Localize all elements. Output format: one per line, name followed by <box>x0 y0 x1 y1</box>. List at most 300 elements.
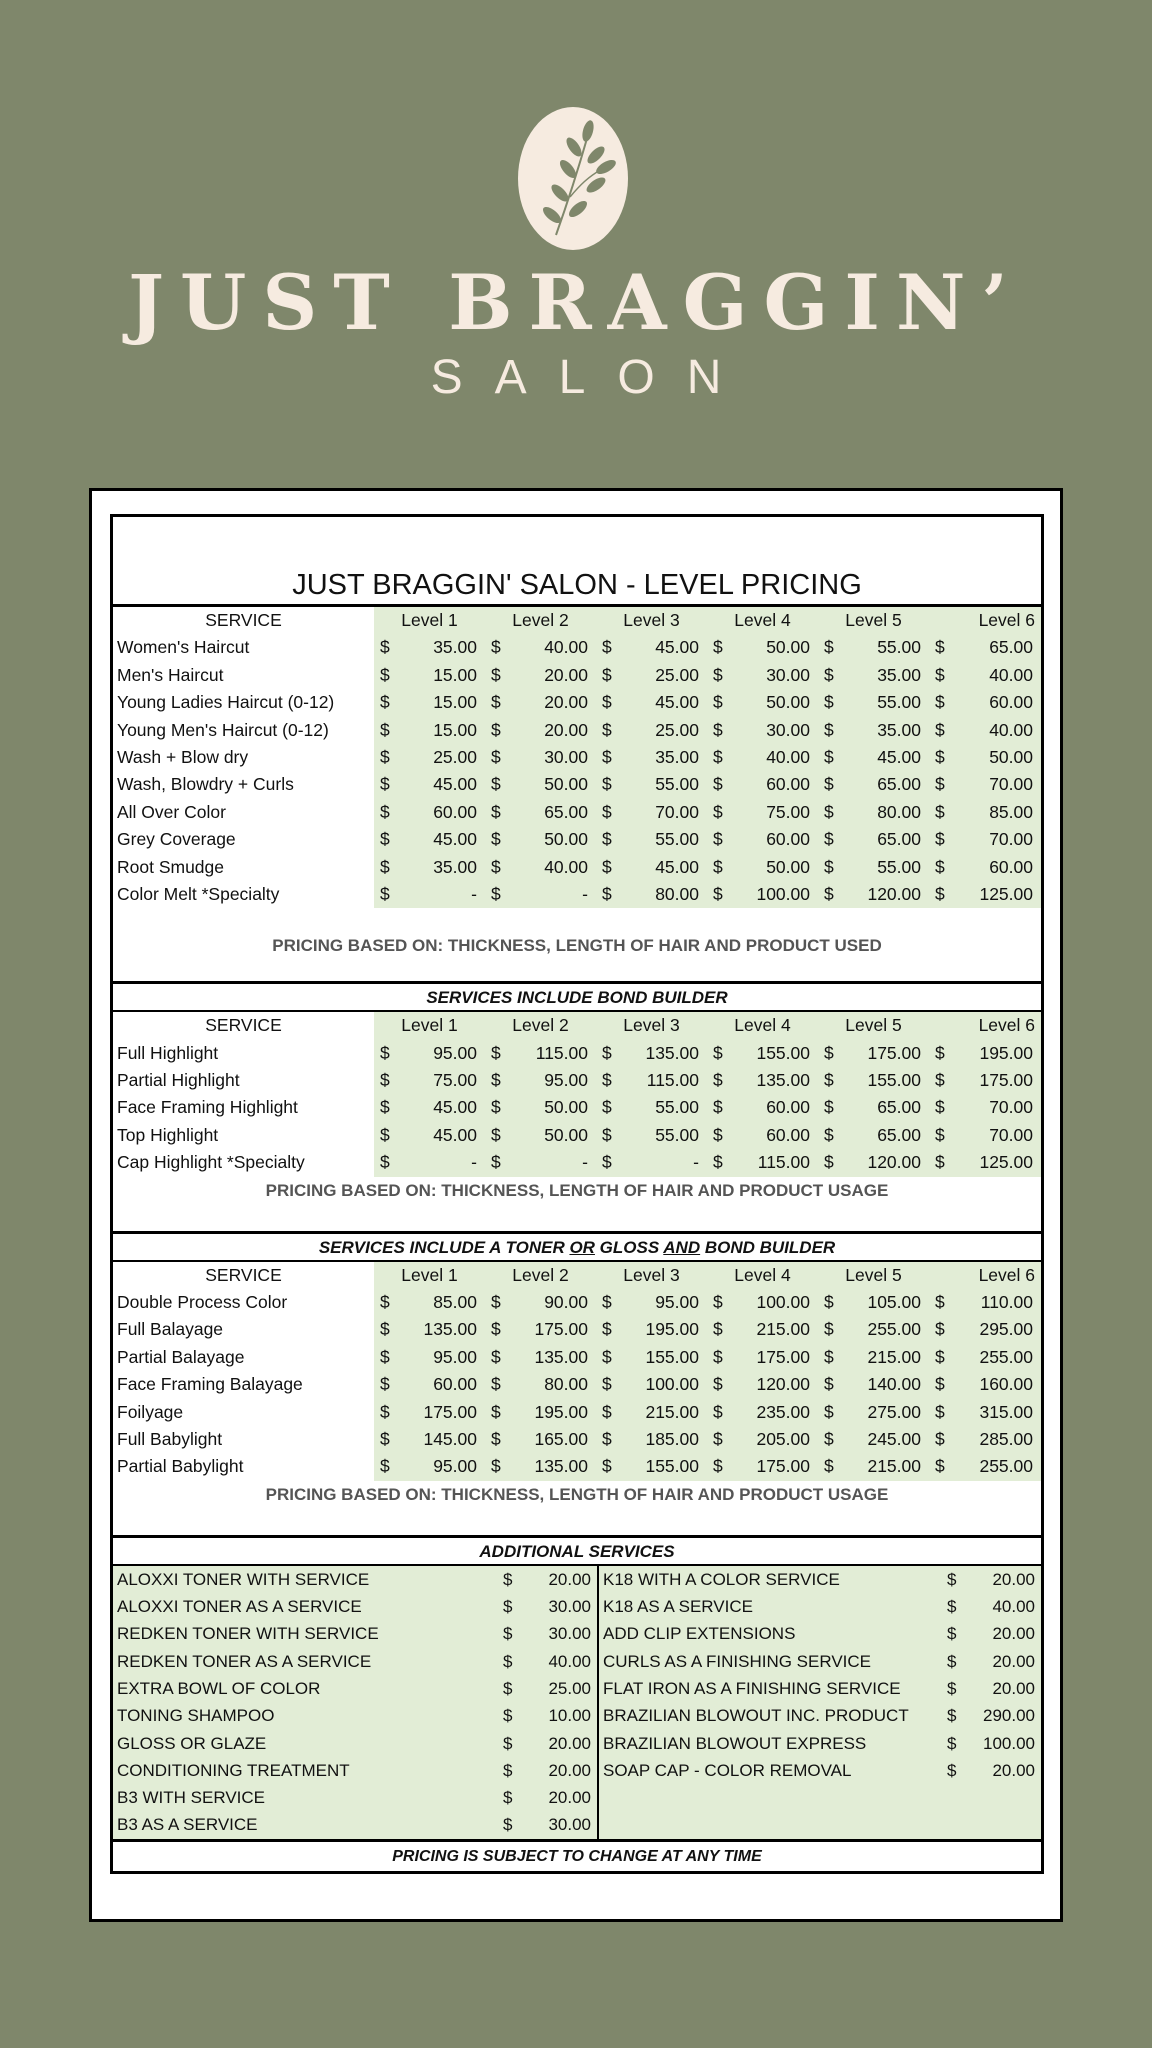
price-cells <box>374 854 1041 881</box>
price-cells <box>374 1344 1041 1371</box>
price-value: 155.00 <box>645 1456 699 1477</box>
price-value: 50.00 <box>544 1097 588 1118</box>
currency-symbol: $ <box>824 1292 834 1313</box>
price-cell <box>929 771 1041 798</box>
price-cell <box>596 1344 707 1371</box>
level-header <box>596 1012 707 1039</box>
price-value: 70.00 <box>655 801 699 822</box>
price-cell <box>818 717 929 744</box>
price-value: 60.00 <box>766 829 810 850</box>
currency-symbol: $ <box>713 1152 723 1173</box>
price-cell <box>485 1426 596 1453</box>
currency-symbol: $ <box>503 1733 513 1753</box>
price-cells <box>374 1316 1041 1343</box>
price-cell <box>374 717 485 744</box>
currency-symbol: $ <box>824 774 834 795</box>
level-label: Level 3 <box>623 1264 680 1285</box>
color-header-part: GLOSS <box>594 1237 664 1257</box>
currency-symbol: $ <box>602 1097 612 1118</box>
service-name: Partial Babylight <box>117 1456 244 1477</box>
currency-symbol: $ <box>947 1651 957 1671</box>
price-value: 155.00 <box>645 1346 699 1367</box>
price-value: 65.00 <box>877 774 921 795</box>
additional-service-name: TONING SHAMPOO <box>117 1706 275 1726</box>
price-cells <box>374 1399 1041 1426</box>
price-cell <box>485 1122 596 1149</box>
currency-symbol: $ <box>935 829 945 850</box>
price-value: 175.00 <box>979 1070 1033 1091</box>
table-row <box>113 1344 1041 1371</box>
price-cell <box>818 1040 929 1067</box>
price-value: 65.00 <box>877 1097 921 1118</box>
additional-service-price: 20.00 <box>548 1569 591 1589</box>
price-value: 45.00 <box>433 1124 477 1145</box>
brand-name: JUST BRAGGIN’ <box>128 258 1024 347</box>
table-row <box>113 689 1041 716</box>
color-section <box>113 1262 1041 1481</box>
service-name: Foilyage <box>117 1401 184 1422</box>
price-cell <box>929 1399 1041 1426</box>
level-header <box>818 607 929 634</box>
additional-service-price: 20.00 <box>548 1760 591 1780</box>
price-cell <box>929 662 1041 689</box>
currency-symbol: $ <box>491 1292 501 1313</box>
price-cell <box>818 826 929 853</box>
currency-symbol: $ <box>713 883 723 904</box>
price-value: 50.00 <box>544 829 588 850</box>
price-value: 205.00 <box>756 1428 810 1449</box>
service-name: Partial Balayage <box>117 1346 245 1367</box>
currency-symbol: $ <box>380 719 390 740</box>
price-cell <box>596 1122 707 1149</box>
price-cell <box>374 1316 485 1343</box>
level-label: Level 2 <box>512 610 569 630</box>
price-cell <box>818 1094 929 1121</box>
price-value: 215.00 <box>645 1401 699 1422</box>
currency-symbol: $ <box>713 719 723 740</box>
currency-symbol: $ <box>380 1042 390 1063</box>
level-label: Level 4 <box>734 610 791 630</box>
price-cell <box>596 717 707 744</box>
currency-symbol: $ <box>602 829 612 850</box>
price-value: 195.00 <box>645 1319 699 1340</box>
additional-service-row <box>113 1593 597 1620</box>
level-label: Level 2 <box>512 1264 569 1285</box>
price-value: 60.00 <box>433 801 477 822</box>
price-cell <box>374 634 485 661</box>
currency-symbol: $ <box>713 1346 723 1367</box>
service-name: Face Framing Highlight <box>117 1097 298 1118</box>
price-cells <box>374 1426 1041 1453</box>
table-row <box>113 634 1041 661</box>
price-value: 100.00 <box>756 1292 810 1313</box>
service-name: Young Men's Haircut (0-12) <box>117 719 329 740</box>
price-value: 50.00 <box>989 746 1033 767</box>
price-cell <box>485 881 596 908</box>
price-cell <box>818 689 929 716</box>
service-name: Top Highlight <box>117 1124 219 1145</box>
additional-service-price: 290.00 <box>983 1706 1035 1726</box>
currency-symbol: $ <box>491 1374 501 1395</box>
price-cell <box>485 1371 596 1398</box>
level-label: Level 6 <box>978 610 1035 630</box>
currency-symbol: $ <box>380 774 390 795</box>
currency-symbol: $ <box>380 1319 390 1340</box>
price-cell <box>596 1040 707 1067</box>
color-header-part: SERVICES INCLUDE A TONER <box>318 1237 570 1257</box>
additional-service-price: 40.00 <box>992 1597 1035 1617</box>
table-header-row <box>113 1012 1041 1039</box>
price-cells <box>374 1149 1041 1176</box>
price-cell <box>485 634 596 661</box>
currency-symbol: $ <box>824 829 834 850</box>
price-value: 45.00 <box>433 1097 477 1118</box>
currency-symbol: $ <box>380 1070 390 1091</box>
price-value: 50.00 <box>544 774 588 795</box>
additional-services <box>113 1566 1041 1842</box>
additional-service-name: ADD CLIP EXTENSIONS <box>603 1624 796 1644</box>
price-cell <box>818 1316 929 1343</box>
table-row <box>113 744 1041 771</box>
price-cell <box>707 1399 818 1426</box>
table-row <box>113 1371 1041 1398</box>
currency-symbol: $ <box>935 883 945 904</box>
price-value: 165.00 <box>534 1428 588 1449</box>
price-cell <box>596 1149 707 1176</box>
price-cell <box>929 1040 1041 1067</box>
price-value: 55.00 <box>877 692 921 713</box>
currency-symbol: $ <box>380 801 390 822</box>
price-table <box>110 514 1044 1874</box>
additional-service-price: 10.00 <box>548 1706 591 1726</box>
price-cell <box>374 689 485 716</box>
price-value: 60.00 <box>989 692 1033 713</box>
price-cell <box>929 1453 1041 1480</box>
price-value: 40.00 <box>544 856 588 877</box>
price-cell <box>596 1453 707 1480</box>
price-cell <box>374 1371 485 1398</box>
currency-symbol: $ <box>824 1319 834 1340</box>
price-value: 110.00 <box>980 1292 1033 1313</box>
price-cell <box>485 854 596 881</box>
additional-service-price: 30.00 <box>548 1815 591 1835</box>
currency-symbol: $ <box>947 1597 957 1617</box>
price-cell <box>818 634 929 661</box>
additional-service-name: SOAP CAP - COLOR REMOVAL <box>603 1760 852 1780</box>
footer-note: PRICING IS SUBJECT TO CHANGE AT ANY TIME <box>392 1847 762 1865</box>
currency-symbol: $ <box>491 1124 501 1145</box>
table-row <box>113 662 1041 689</box>
currency-symbol: $ <box>935 774 945 795</box>
currency-symbol: $ <box>491 1401 501 1422</box>
price-value: 65.00 <box>989 637 1033 658</box>
price-value: 45.00 <box>433 829 477 850</box>
price-value: 120.00 <box>867 883 921 904</box>
level-label: Level 5 <box>845 1264 902 1285</box>
price-value: 195.00 <box>534 1401 588 1422</box>
table-row <box>113 1040 1041 1067</box>
additional-service-name: BRAZILIAN BLOWOUT INC. PRODUCT <box>603 1706 909 1726</box>
currency-symbol: $ <box>380 1346 390 1367</box>
table-header-row <box>113 1262 1041 1289</box>
level-header <box>374 1262 485 1289</box>
currency-symbol: $ <box>491 1070 501 1091</box>
price-cell <box>707 1067 818 1094</box>
service-name: Root Smudge <box>117 856 225 877</box>
price-cell <box>596 799 707 826</box>
price-cell <box>929 1289 1041 1316</box>
price-value: 120.00 <box>756 1374 810 1395</box>
currency-symbol: $ <box>935 1097 945 1118</box>
currency-symbol: $ <box>602 856 612 877</box>
level-header <box>707 1262 818 1289</box>
level-label: Level 1 <box>401 610 458 630</box>
additional-service-row <box>113 1566 597 1593</box>
currency-symbol: $ <box>935 1428 945 1449</box>
cuts-note: PRICING BASED ON: THICKNESS, LENGTH OF HAIR AND PRODUCT USED <box>113 908 1041 984</box>
currency-symbol: $ <box>491 829 501 850</box>
price-cell <box>596 1289 707 1316</box>
price-value: 185.00 <box>645 1428 699 1449</box>
currency-symbol: $ <box>380 1152 390 1173</box>
currency-symbol: $ <box>824 692 834 713</box>
currency-symbol: $ <box>824 1428 834 1449</box>
level-label: Level 3 <box>623 1015 680 1036</box>
table-row <box>113 1149 1041 1176</box>
currency-symbol: $ <box>602 692 612 713</box>
price-value: 25.00 <box>655 664 699 685</box>
service-name: Grey Coverage <box>117 829 236 850</box>
level-label: Level 6 <box>978 1264 1035 1285</box>
currency-symbol: $ <box>602 1456 612 1477</box>
additional-service-row <box>599 1593 1041 1620</box>
price-value: 20.00 <box>544 664 588 685</box>
currency-symbol: $ <box>602 1152 612 1173</box>
currency-symbol: $ <box>824 1070 834 1091</box>
currency-symbol: $ <box>713 1070 723 1091</box>
price-value: 295.00 <box>979 1319 1033 1340</box>
table-row <box>113 717 1041 744</box>
currency-symbol: $ <box>824 719 834 740</box>
price-cell <box>374 1040 485 1067</box>
price-cells <box>374 744 1041 771</box>
price-cell <box>374 744 485 771</box>
currency-symbol: $ <box>824 664 834 685</box>
price-value: 65.00 <box>877 1124 921 1145</box>
additional-service-price: 20.00 <box>548 1733 591 1753</box>
currency-symbol: $ <box>824 883 834 904</box>
price-value: 45.00 <box>655 637 699 658</box>
additional-service-price: 20.00 <box>548 1788 591 1808</box>
price-value: 275.00 <box>867 1401 921 1422</box>
currency-symbol: $ <box>602 1428 612 1449</box>
currency-symbol: $ <box>935 692 945 713</box>
level-header <box>818 1012 929 1039</box>
price-cell <box>374 1344 485 1371</box>
price-value: 35.00 <box>655 746 699 767</box>
price-cell <box>596 854 707 881</box>
currency-symbol: $ <box>713 1124 723 1145</box>
price-value: 135.00 <box>534 1456 588 1477</box>
currency-symbol: $ <box>491 637 501 658</box>
price-cell <box>485 1040 596 1067</box>
highlights-header: SERVICES INCLUDE BOND BUILDER <box>113 984 1041 1012</box>
additional-service-price: 20.00 <box>992 1624 1035 1644</box>
table-row <box>113 1316 1041 1343</box>
price-value: 125.00 <box>979 1152 1033 1173</box>
price-cell <box>929 1371 1041 1398</box>
service-name: Partial Highlight <box>117 1070 240 1091</box>
currency-symbol: $ <box>713 1042 723 1063</box>
price-value: 70.00 <box>989 829 1033 850</box>
price-value: 85.00 <box>989 801 1033 822</box>
table-header-row <box>113 607 1041 634</box>
currency-symbol: $ <box>602 746 612 767</box>
currency-symbol: $ <box>380 1292 390 1313</box>
currency-symbol: $ <box>935 1374 945 1395</box>
level-headers <box>374 607 1041 634</box>
price-cells <box>374 1289 1041 1316</box>
price-cell <box>374 771 485 798</box>
leaf-branch-icon <box>518 107 628 250</box>
currency-symbol: $ <box>824 637 834 658</box>
currency-symbol: $ <box>491 1042 501 1063</box>
currency-symbol: $ <box>935 637 945 658</box>
color-header-and: AND <box>663 1237 701 1257</box>
additional-service-name: GLOSS OR GLAZE <box>117 1733 267 1753</box>
currency-symbol: $ <box>947 1678 957 1698</box>
price-cell <box>929 1344 1041 1371</box>
currency-symbol: $ <box>491 719 501 740</box>
price-value: - <box>582 883 588 904</box>
cuts-section <box>113 607 1041 908</box>
price-value: 55.00 <box>655 829 699 850</box>
service-name: Men's Haircut <box>117 664 224 685</box>
service-name: Wash, Blowdry + Curls <box>117 774 294 795</box>
price-value: 75.00 <box>433 1070 477 1091</box>
price-cell <box>374 1094 485 1121</box>
price-cell <box>818 1426 929 1453</box>
price-value: 60.00 <box>766 1124 810 1145</box>
currency-symbol: $ <box>935 719 945 740</box>
price-cells <box>374 881 1041 908</box>
price-value: 45.00 <box>655 856 699 877</box>
additional-service-row <box>599 1730 1041 1757</box>
currency-symbol: $ <box>503 1760 513 1780</box>
currency-symbol: $ <box>713 637 723 658</box>
price-cell <box>707 717 818 744</box>
level-label: Level 4 <box>734 1264 791 1285</box>
table-row <box>113 854 1041 881</box>
price-value: 50.00 <box>766 856 810 877</box>
level-header <box>374 607 485 634</box>
price-cell <box>707 1149 818 1176</box>
currency-symbol: $ <box>824 1152 834 1173</box>
price-value: 35.00 <box>433 856 477 877</box>
price-value: 100.00 <box>645 1374 699 1395</box>
price-cell <box>596 1316 707 1343</box>
price-cell <box>707 881 818 908</box>
price-cell <box>929 1426 1041 1453</box>
currency-symbol: $ <box>503 1788 513 1808</box>
color-header-part: BOND BUILDER <box>700 1237 836 1257</box>
level-headers <box>374 1262 1041 1289</box>
service-name: Double Process Color <box>117 1292 288 1313</box>
price-value: 115.00 <box>757 1152 810 1173</box>
price-cell <box>818 1453 929 1480</box>
price-value: 55.00 <box>877 856 921 877</box>
currency-symbol: $ <box>935 664 945 685</box>
price-cell <box>596 826 707 853</box>
currency-symbol: $ <box>602 774 612 795</box>
currency-symbol: $ <box>713 774 723 795</box>
level-label: Level 2 <box>512 1015 569 1036</box>
currency-symbol: $ <box>935 801 945 822</box>
price-value: 60.00 <box>433 1374 477 1395</box>
price-value: - <box>471 883 477 904</box>
additional-service-price: 20.00 <box>992 1678 1035 1698</box>
price-cell <box>707 1289 818 1316</box>
currency-symbol: $ <box>491 1346 501 1367</box>
price-value: 40.00 <box>766 746 810 767</box>
price-cells <box>374 1453 1041 1480</box>
additional-service-price: 25.00 <box>548 1678 591 1698</box>
price-cell <box>596 1094 707 1121</box>
currency-symbol: $ <box>602 637 612 658</box>
price-value: 115.00 <box>535 1042 588 1063</box>
currency-symbol: $ <box>824 1456 834 1477</box>
price-value: 45.00 <box>877 746 921 767</box>
price-cell <box>818 744 929 771</box>
price-value: 125.00 <box>979 883 1033 904</box>
table-row <box>113 1067 1041 1094</box>
currency-symbol: $ <box>602 1346 612 1367</box>
price-value: 140.00 <box>867 1374 921 1395</box>
currency-symbol: $ <box>491 1428 501 1449</box>
price-value: 25.00 <box>433 746 477 767</box>
currency-symbol: $ <box>935 1292 945 1313</box>
currency-symbol: $ <box>824 1346 834 1367</box>
price-cell <box>596 771 707 798</box>
price-cell <box>929 826 1041 853</box>
currency-symbol: $ <box>935 1346 945 1367</box>
price-cell <box>596 1067 707 1094</box>
price-value: 80.00 <box>877 801 921 822</box>
additional-service-price: 100.00 <box>983 1733 1035 1753</box>
price-cell <box>485 1344 596 1371</box>
additional-service-row <box>599 1757 1041 1784</box>
price-cell <box>485 1289 596 1316</box>
price-cell <box>818 1344 929 1371</box>
brand-subtitle: SALON <box>430 351 754 404</box>
price-value: 55.00 <box>655 1097 699 1118</box>
service-header: SERVICE <box>205 610 282 630</box>
additional-service-row <box>113 1675 597 1702</box>
currency-symbol: $ <box>380 856 390 877</box>
currency-symbol: $ <box>713 1374 723 1395</box>
price-value: 30.00 <box>766 664 810 685</box>
price-cell <box>374 881 485 908</box>
additional-service-name: ALOXXI TONER AS A SERVICE <box>117 1597 362 1617</box>
price-value: 45.00 <box>433 774 477 795</box>
price-cells <box>374 799 1041 826</box>
price-cell <box>485 799 596 826</box>
currency-symbol: $ <box>713 856 723 877</box>
additional-service-price: 30.00 <box>548 1624 591 1644</box>
currency-symbol: $ <box>503 1651 513 1671</box>
price-value: 70.00 <box>989 1124 1033 1145</box>
price-cell <box>374 1122 485 1149</box>
